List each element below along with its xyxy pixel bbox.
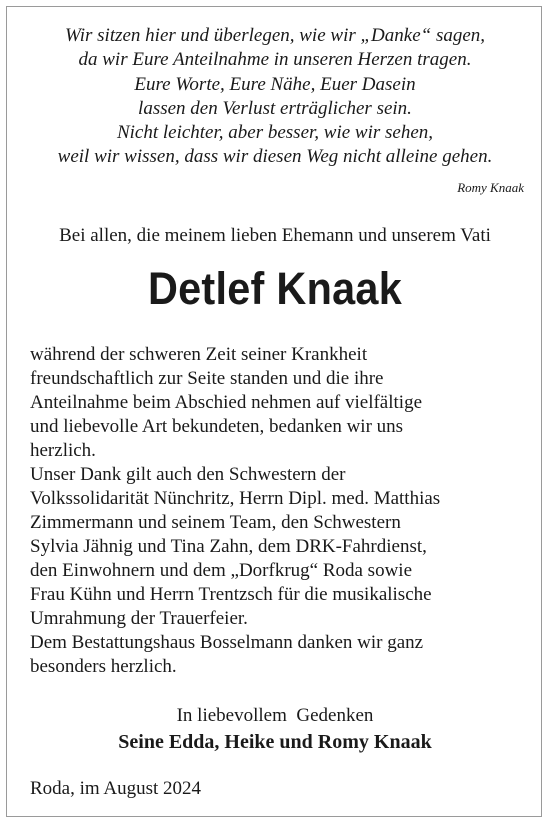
body-line: und liebevolle Art bekundeten, bedanken wir uns [30,416,404,437]
poem-line: lassen den Verlust erträglicher sein. [138,97,412,119]
memory-line: In liebevollem Gedenken [176,705,374,726]
intro-text: Bei allen, die meinem lieben Ehemann und unserem Vati [59,225,491,246]
body-line: freundschaftlich zur Seite standen und die ihre [30,368,384,389]
place-date: Roda, im August 2024 [30,778,202,799]
poem-author: Romy Knaak [457,180,524,195]
body-line: Zimmermann und seinem Team, den Schwestern [30,512,401,533]
poem-line: Eure Worte, Eure Nähe, Euer Dasein [134,73,416,95]
signatories: Seine Edda, Heike und Romy Knaak [118,731,432,753]
poem-line: weil wir wissen, dass wir diesen Weg nicht alleine gehen. [57,146,493,168]
deceased-name: Detlef Knaak [147,263,403,314]
body-line: den Einwohnern und dem „Dorfkrug“ Roda sowie [30,560,413,581]
body-line: herzlich. [30,440,96,461]
poem [20,24,530,170]
body-line: Dem Bestattungshaus Bosselmann danken wir ganz [30,632,424,653]
body-line: besonders herzlich. [30,656,177,677]
body-line: Volkssolidarität Nünchritz, Herrn Dipl. med. Matthias [30,488,441,509]
body-line: Sylvia Jähnig und Tina Zahn, dem DRK-Fahrdienst, [30,536,427,557]
body-line: während der schweren Zeit seiner Krankheit [30,344,368,365]
body-line: Unser Dank gilt auch den Schwestern der [30,464,346,485]
thank-you-text [30,343,540,679]
body-line: Frau Kühn und Herrn Trentzsch für die musikalische [30,584,432,605]
poem-line: da wir Eure Anteilnahme in unseren Herzen tragen. [78,49,472,71]
poem-line: Nicht leichter, aber besser, wie wir sehen, [116,122,434,144]
body-line: Umrahmung der Trauerfeier. [30,608,248,629]
poem-line: Wir sitzen hier und überlegen, wie wir „Danke“ sagen, [64,25,486,46]
body-line: Anteilnahme beim Abschied nehmen auf vielfältige [30,392,423,413]
